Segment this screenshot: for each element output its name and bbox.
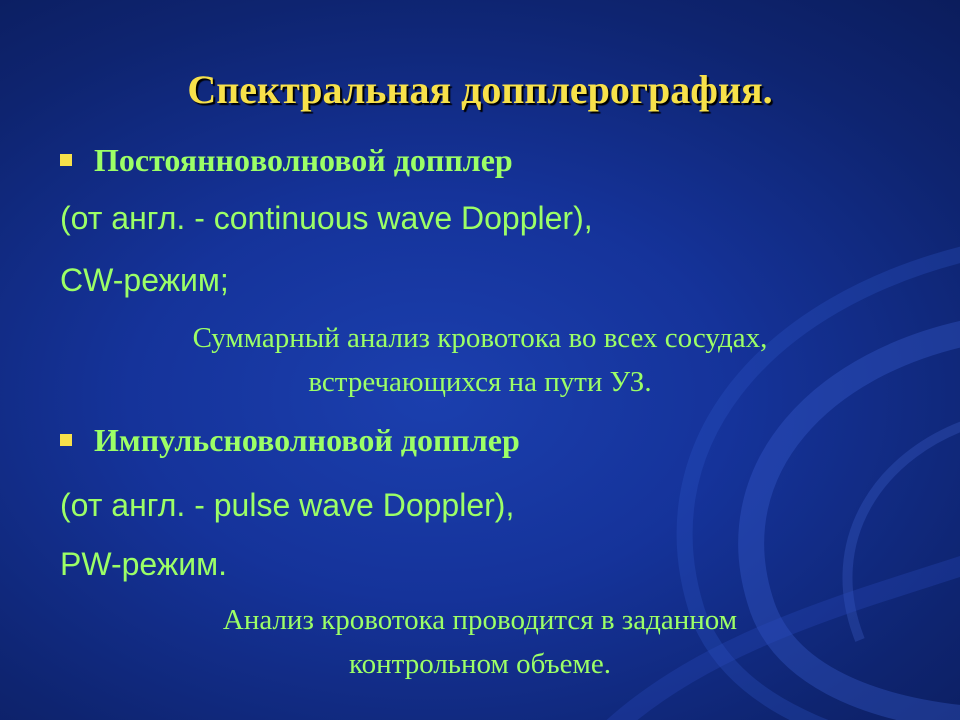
square-bullet-icon: [60, 434, 72, 446]
mode-line: CW-режим;: [60, 262, 229, 298]
bullet-heading: Постояннoволновой допплер: [94, 142, 513, 178]
description-line: контрольном объеме.: [349, 648, 611, 680]
square-bullet-icon: [60, 154, 72, 166]
slide-title: Спектральная допплерография.: [187, 67, 773, 112]
english-term-line: (от англ. - pulse wave Doppler),: [60, 487, 515, 523]
bullet-item-pulse-wave: [60, 422, 520, 459]
description-line: встречающихся на пути УЗ.: [308, 366, 652, 398]
bullet-heading: Импульсноволновой допплер: [94, 422, 520, 458]
english-term-line: (от англ. - continuous wave Doppler),: [60, 200, 593, 236]
description-note: [0, 598, 960, 686]
description-line: Анализ кровотока проводится в заданном: [222, 604, 738, 636]
description-line: Суммарный анализ кровотока во всех сосудах,: [192, 322, 768, 354]
mode-line: PW-режим.: [60, 546, 228, 582]
bullet-item-continuous-wave: [60, 142, 513, 179]
description-note: [0, 316, 960, 404]
